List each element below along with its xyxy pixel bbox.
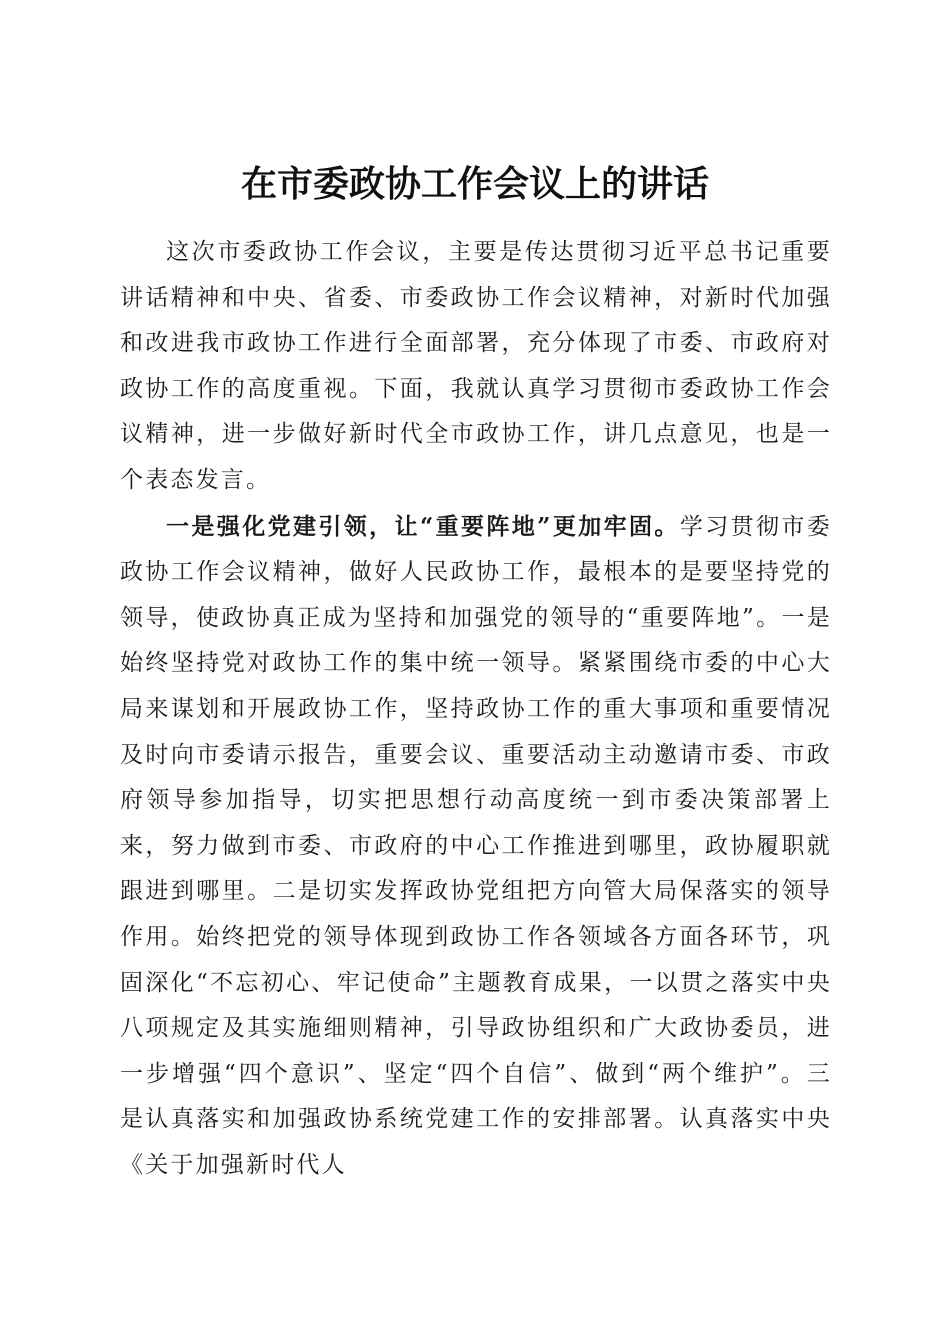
paragraph-intro-text: 这次市委政协工作会议，主要是传达贯彻习近平总书记重要讲话精神和中央、省委、市委政协工作会议精神，对新时代加强和改进我市政协工作进行全面部署，充分体现了市委、市政府对政协工作的高度重视。下面，我就认真学习贯彻市委政协工作会议精神，进一步做好新时代全市政协工作，讲几点意见，也是一个表态发言。 [120, 239, 832, 493]
section-one-heading: 一是强化党建引领，让“重要阵地”更加牢固。 [166, 512, 680, 540]
paragraph-intro [120, 230, 832, 504]
section-one-text: 学习贯彻市委政协工作会议精神，做好人民政协工作，最根本的是要坚持党的领导，使政协真正成为坚持和加强党的领导的“重要阵地”。一是始终坚持党对政协工作的集中统一领导。紧紧围绕市委的中心大局来谋划和开展政协工作，坚持政协工作的重大事项和重要情况及时向市委请示报告，重要会议、重要活动主动邀请市委、市政府领导参加指导，切实把思想行动高度统一到市委决策部署上来，努力做到市委、市政府的中心工作推进到哪里，政协履职就跟进到哪里。二是切实发挥政协党组把方向管大局保落实的领导作用。始终把党的领导体现到政协工作各领域各方面各环节，巩固深化“不忘初心、牢记使命”主题教育成果，一以贯之落实中央八项规定及其实施细则精神，引导政协组织和广大政协委员，进一步增强“四个意识”、坚定“四个自信”、做到“两个维护”。三是认真落实和加强政协系统党建工作的安排部署。认真落实中央《关于加强新时代人 [120, 513, 832, 1178]
paragraph-section-one [120, 504, 832, 1189]
page-title: 在市委政协工作会议上的讲话 [240, 163, 709, 206]
document-body [120, 230, 832, 1188]
